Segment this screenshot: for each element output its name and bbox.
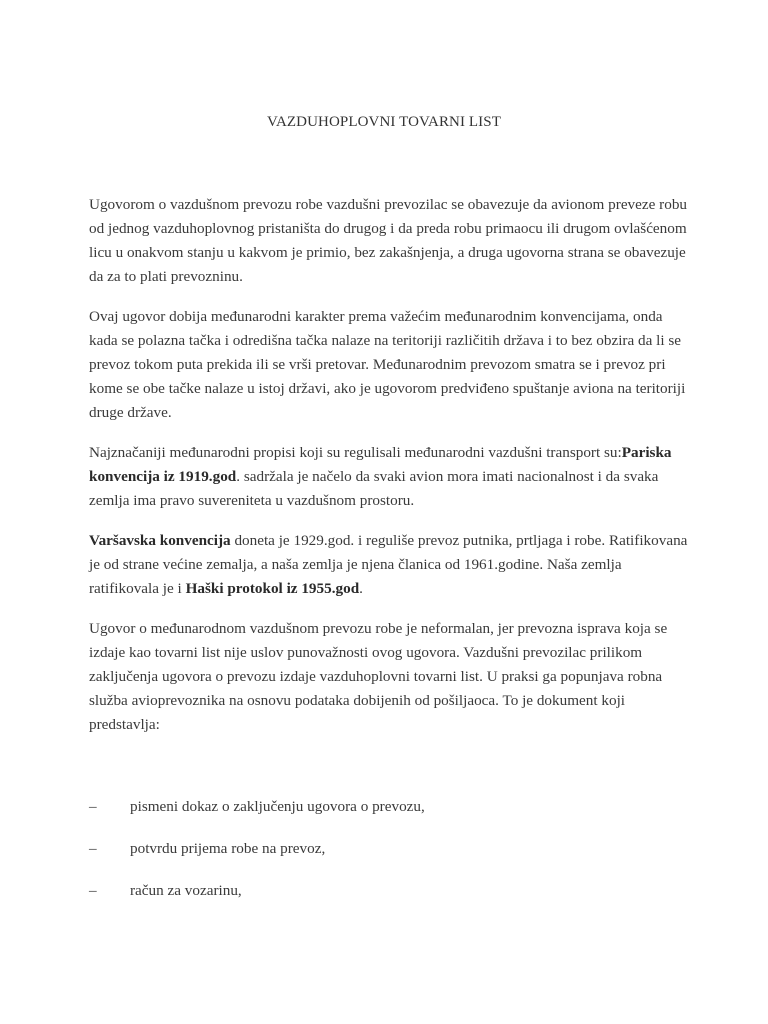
warsaw-convention-text: doneta je 1929.god. i reguliše prevoz putnika, prtljaga i robe. Ratifikovana je od strane većine zemalja, a naša zemlja je njena članica od 1961.godine. Naša zemlja ratifikovala je i — [89, 532, 688, 597]
list-item-text: potvrdu prijema robe na prevoz, — [130, 840, 326, 857]
regulations-intro-text: Najznačaniji međunarodni propisi koji su regulisali međunarodni vazdušni transport su: — [89, 444, 622, 461]
list-item — [89, 837, 689, 861]
warsaw-convention-term: Varšavska konvencija — [89, 532, 231, 549]
list-dash: – — [89, 798, 97, 815]
list-dash: – — [89, 840, 97, 857]
paragraph-contract-definition: Ugovorom o vazdušnom prevozu robe vazdušni prevozilac se obavezuje da avionom preveze robu od jednog vazduhoplovnog pristaništa do drugog i da preda robu primaocu ili drugom ovlašćenom licu u onakvom stanju u kakvom je primio, bez zakašnjenja, a druga ugovorna strana se obavezuje da za to plati prevozninu. — [89, 196, 688, 285]
hague-protocol-period: . — [359, 580, 363, 597]
paragraph-international-character: Ovaj ugovor dobija međunarodni karakter prema važećim međunarodnim konvencijama, onda kada se polazna tačka i odredišna tačka nalaze na teritoriji različitih država i to bez obzira da li se prevoz tokom puta prekida ili se vrši pretovar. Međunarodnim prevozom smatra se i prevoz pri kome se obe tačke nalaze u istoj državi, ako je ugovorom predviđeno spuštanje aviona na teritoriji druge države. — [89, 308, 686, 421]
list-item-text: pismeni dokaz o zaključenju ugovora o prevozu, — [130, 798, 425, 815]
waybill-functions-list — [89, 795, 689, 921]
hague-protocol-term: Haški protokol iz 1955.god — [185, 580, 360, 597]
document-body — [89, 193, 689, 753]
paragraph-warsaw-convention — [89, 529, 689, 601]
document-title: VAZDUHOPLOVNI TOVARNI LIST — [266, 114, 501, 130]
list-item-text: račun za vozarinu, — [130, 882, 242, 899]
paris-convention-text: . sadržala je načelo da svaki avion mora imati nacionalnost i da svaka zemlja ima pravo suvereniteta u vazdušnom prostoru. — [89, 468, 659, 509]
paragraph-waybill-description: Ugovor o međunarodnom vazdušnom prevozu robe je neformalan, jer prevozna isprava koja se izdaje kao tovarni list nije uslov punovažnosti ovog ugovora. Vazdušni prevozilac prilikom zaključenja ugovora o prevozu izdaje vazduhoplovni tovarni list. U praksi ga popunjava robna služba avioprevoznika na osnovu podataka dobijenih od pošiljaoca. To je dokument koji predstavlja: — [89, 620, 668, 733]
paris-convention-term: Pariska konvencija iz 1919.god — [89, 444, 672, 485]
list-dash: – — [89, 882, 97, 899]
list-item — [89, 795, 689, 819]
list-item — [89, 879, 689, 903]
paragraph-international-regulations — [89, 441, 689, 513]
